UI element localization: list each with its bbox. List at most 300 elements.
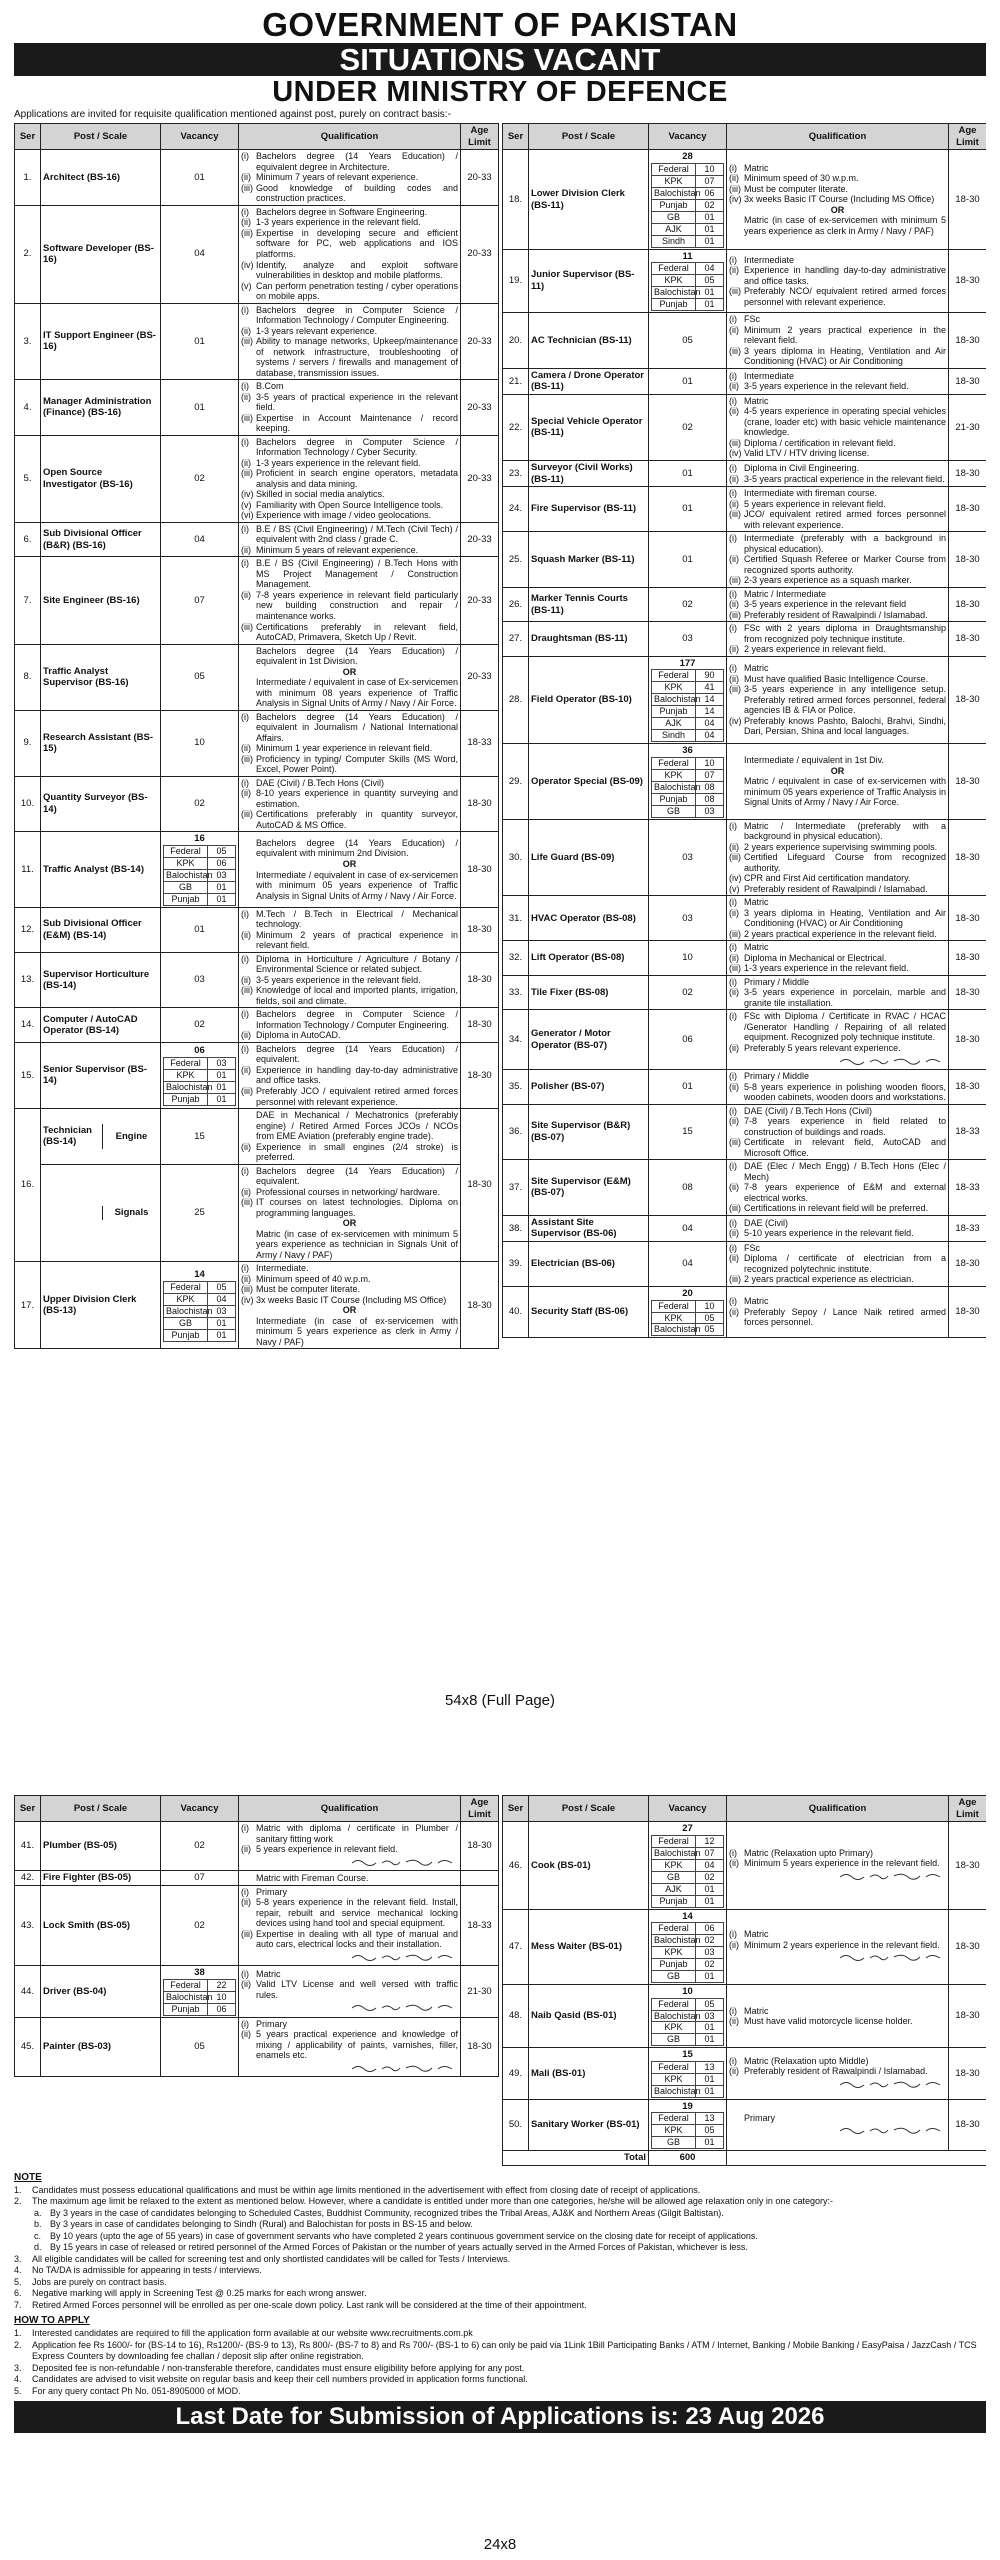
post-row [503,249,987,312]
age-limit: 18-33 [949,1104,987,1160]
quota-row [652,2022,724,2034]
post-row [503,460,987,486]
table-column-left [14,1795,498,2077]
post-row [503,532,987,588]
qualification-item [241,151,458,172]
item-number: (i) [729,1011,737,1022]
item-text: Intermediate. [256,1263,309,1274]
age-limit: 18-30 [949,487,987,532]
qualification-item [241,809,458,830]
item-text: 3 years diploma in Heating, Ventilation and Air Conditioning (HVAC) or Air Conditioning [744,907,946,929]
qualification-item [729,929,946,940]
qualification-list [729,755,946,808]
vacancy: 04 [161,205,239,303]
urdu-script-image [729,1056,946,1069]
serial-number: 31. [503,896,529,941]
vacancy: 10 [649,941,727,976]
qualification-list [241,1263,458,1347]
item-text: Primary [256,1886,287,1897]
qualification-item [241,1229,458,1261]
item-number [241,870,256,902]
qualification-item [241,545,458,556]
note-number: 7. [14,2299,22,2310]
post-scale: Sub Divisional Officer (B&R) (BS-16) [41,522,161,557]
qualification-item [729,255,946,266]
province-name: Balochistan [652,287,696,299]
serial-number: 10. [15,776,41,832]
qualification-item [241,1142,458,1163]
item-number: (iii) [241,1928,253,1939]
quota-row [652,670,724,682]
vacancy: 03 [649,896,727,941]
quota-row [164,1281,236,1293]
province-count: 14 [696,694,724,706]
item-text: 3-5 years experience in the relevant field. [256,974,421,985]
vacancy-total: 11 [682,250,693,262]
qualification-item [241,1110,458,1142]
item-text: 1-3 years experience in the relevant field. [744,963,909,974]
qualification [239,1822,461,1871]
province-count: 10 [696,757,724,769]
item-text: Experience in handling day-to-day administrative and office tasks. [256,1064,458,1086]
post-scale: Upper Division Clerk (BS-13) [41,1262,161,1349]
note-number: 5. [14,2385,22,2396]
vacancy-count: 25 [161,1164,239,1262]
note-item [14,2277,986,2289]
post-scale: Painter (BS-03) [41,2017,161,2077]
qualification-list [241,712,458,775]
qualification-list [241,151,458,204]
note-item [14,2185,986,2197]
item-number: (i) [729,588,737,599]
serial-number: 49. [503,2048,529,2099]
quota-row [164,1069,236,1081]
province-count: 10 [208,1991,236,2003]
qualification [239,435,461,522]
item-number [241,677,256,709]
item-number: (iv) [241,1294,254,1305]
item-number: (ii) [241,1273,251,1284]
province-count: 01 [696,299,724,311]
province-count: 02 [696,1959,724,1971]
post-scale: Special Vehicle Operator (BS-11) [529,394,649,460]
item-text: 3-5 years experience in the relevant field [744,599,907,610]
qualification-item [729,286,946,307]
post-row [503,744,987,819]
post-scale: Draughtsman (BS-11) [529,622,649,657]
qualification [239,1966,461,2017]
qualification-item [729,1082,946,1103]
qualification-list [729,1011,946,1053]
quota-row [164,1305,236,1317]
vacancy: 04 [649,1241,727,1286]
qualification [727,656,949,743]
item-number: (ii) [729,1306,739,1317]
item-number: (iii) [241,809,253,820]
item-number: (v) [241,499,252,510]
urdu-script-image [729,1952,946,1965]
advertisement-page-1 [14,8,986,1686]
item-number: (i) [241,908,249,919]
qualification [239,1164,461,1262]
qualification-item [241,1929,458,1950]
qualification-list [241,558,458,642]
vacancy: 01 [161,303,239,380]
post-row [503,975,987,1010]
item-text: Proficiency in typing/ Computer Skills (MS Word, Excel, Power Point). [256,753,458,775]
qualification-list [241,437,458,521]
post-row [503,487,987,532]
item-text: Matric with diploma / certificate in Plumber / sanitary fitting work [256,1823,458,1844]
post-row [503,313,987,369]
serial-number: 29. [503,744,529,819]
item-number: (iii) [729,1137,741,1148]
province-count: 03 [208,869,236,881]
qualification-item [729,1848,946,1859]
post-split [41,1124,160,1149]
vacancy-total: 27 [682,1823,693,1835]
qualification-item [241,468,458,489]
or-separator: OR [342,1218,357,1229]
qualification [727,1984,949,2047]
qualification-item [241,381,458,392]
province-name: Federal [652,757,696,769]
post-row [15,1871,499,1886]
qualification [727,1070,949,1105]
vacancy [649,1909,727,1984]
post-scale [41,1109,161,1165]
urdu-script-image [241,1857,458,1870]
quota-row [652,2034,724,2046]
vacancy: 02 [161,776,239,832]
vacancy [649,1984,727,2047]
province-name: Balochistan [652,2085,696,2097]
qualification-list [241,778,458,831]
qualification-item [729,755,946,766]
province-name: AJK [652,223,696,235]
serial-number: 27. [503,622,529,657]
column-header-vacancy: Vacancy [649,124,727,150]
qualification-list [241,909,458,951]
age-limit: 18-30 [949,1070,987,1105]
item-number: (ii) [241,1064,251,1075]
item-number: (ii) [729,173,739,184]
vacancy: 06 [649,1010,727,1070]
post-row [15,303,499,380]
qualification-item [241,1187,458,1198]
post-scale: Site Supervisor (E&M) (BS-07) [529,1160,649,1216]
quota-row [652,299,724,311]
province-name: Federal [652,1300,696,1312]
item-number: (ii) [729,1253,739,1264]
item-text: 3-5 years experience in porcelain, marble and granite tile installation. [744,987,946,1008]
quota-row [652,1300,724,1312]
note-item [14,2242,986,2254]
column-header-age: Age Limit [461,124,499,150]
serial-number: 6. [15,522,41,557]
item-number: (vi) [241,510,254,521]
item-text: 4-5 years experience in operating special vehicles (crane, loader etc) with basic vehicle maintenance knowledge. [744,406,946,438]
province-name: KPK [164,1069,208,1081]
quota-row [652,163,724,175]
vacancy [649,656,727,743]
item-text: 5-8 years experience in polishing wooden floors, wooden cabinets, wooden doors and workstations. [744,1081,946,1103]
province-count: 01 [696,211,724,223]
note-item [14,2300,986,2312]
age-limit: 18-30 [461,952,499,1008]
qualification-list [241,1887,458,1950]
post-scale: Fire Fighter (BS-05) [41,1871,161,1886]
qualification-list [729,942,946,974]
quota-row [164,1057,236,1069]
item-number [241,1110,256,1142]
province-name: Balochistan [652,781,696,793]
item-text: Can perform penetration testing / cyber operations on mobile apps. [256,280,458,302]
qualification-item [241,975,458,986]
item-text: Minimum speed of 30 w.p.m. [744,173,859,184]
province-count: 12 [696,1835,724,1847]
qualification-item [729,173,946,184]
qualification [727,896,949,941]
post-row [15,557,499,644]
post-scale: Site Supervisor (B&R) (BS-07) [529,1104,649,1160]
post-scale: Lift Operator (BS-08) [529,941,649,976]
age-limit: 18-30 [949,313,987,369]
item-number [241,1873,256,1884]
item-number: (ii) [241,544,251,555]
qualification [239,150,461,206]
note-text: By 3 years in case of candidates belonging to Sindh (Rural) and Balochistan for posts in BS-15 and below. [50,2219,473,2230]
notes-section [14,2172,986,2397]
item-text: Minimum 2 years of practical experience in relevant field. [256,929,458,951]
province-quota-table [651,1300,724,1337]
item-number: (ii) [241,1186,251,1197]
urdu-script-image [241,2063,458,2076]
qualification-list [729,533,946,586]
qualification-list [241,1166,458,1261]
or-separator: OR [342,859,357,869]
qualification-item [241,183,458,204]
item-text: FSc with Diploma / Certificate in RVAC / HCAC /Generator Handling / Repairing of all related equipment. Recognized poly technique institute. [744,1011,946,1043]
province-count: 01 [208,1329,236,1341]
qualification-item [729,314,946,325]
province-name: Punjab [652,1959,696,1971]
item-number [241,838,256,859]
qualification-item [241,1887,458,1898]
province-count: 01 [208,881,236,893]
post-scale: Mali (BS-01) [529,2048,649,2099]
province-quota-table [651,1835,724,1908]
item-number: (iv) [729,715,742,726]
post-scale: Sub Divisional Officer (E&M) (BS-14) [41,907,161,952]
howto-heading: HOW TO APPLY [14,2315,90,2327]
item-number [241,1229,256,1261]
province-count: 01 [696,235,724,247]
qualification-item [729,554,946,575]
note-number: a. [34,2207,42,2218]
vacancy: 03 [649,819,727,896]
qualification-item [241,778,458,789]
post-scale: Open Source Investigator (BS-16) [41,435,161,522]
note-text: By 3 years in the case of candidates belonging to Scheduled Castes, Buddhist Community, recognized tribes the Tribal Areas, AJ&K and Northern Areas (Gilgit Baltistan). [50,2207,724,2218]
qualification-list [729,1161,946,1214]
item-text: 1-3 years experience in the relevant field. [256,217,421,228]
age-limit [461,1871,499,1886]
province-name: Federal [164,1057,208,1069]
province-count: 06 [208,2003,236,2015]
qualification-list [729,488,946,530]
item-number: (i) [729,1296,737,1307]
item-text: Experience with image / video geolocations. [256,510,432,521]
qualification-item [241,558,458,590]
qualification-item [241,590,458,622]
table-column-right [502,123,986,1338]
quota-row [652,275,724,287]
qualification-item [241,305,458,326]
note-text: The maximum age limit be relaxed to the extent as mentioned below. However, where a candidate is entitled under more than one categories, he/she will be allowed age relaxation only in one category:- [32,2196,833,2207]
qualification-item [241,172,458,183]
note-item [14,2363,986,2375]
vacancy: 04 [161,522,239,557]
item-text: Experience in small engines (2/4 stroke) is preferred. [256,1141,458,1163]
post-scale: IT Support Engineer (BS-16) [41,303,161,380]
column-header-ser: Ser [503,1796,529,1822]
item-number: (iii) [241,182,253,193]
post-scale: Senior Supervisor (BS-14) [41,1042,161,1108]
item-number: (iii) [729,852,741,863]
province-quota-table [163,845,236,906]
qualification-item [241,326,458,337]
item-text: Matric (in case of ex-servicemen with minimum 5 years experience as technician in Signals Unit of Army / Navy / PAF) [256,1228,458,1260]
item-text: Diploma in AutoCAD. [256,1030,341,1041]
item-text: Professional courses in networking/ hardware. [256,1186,441,1197]
province-name: Balochistan [652,2010,696,2022]
serial-number: 48. [503,1984,529,2047]
item-text: DAE (Elec / Mech Engg) / B.Tech Hons (Elec / Mech) [744,1161,946,1182]
post-scale: Driver (BS-04) [41,1966,161,2017]
qualification-item [729,987,946,1008]
qualification-item [241,336,458,378]
serial-number: 15. [15,1042,41,1108]
age-limit: 21-30 [949,394,987,460]
quota-row [652,757,724,769]
item-number: (i) [729,1161,737,1172]
item-number: (i) [729,1071,737,1082]
serial-number: 21. [503,368,529,394]
province-count: 13 [696,2113,724,2125]
post-row [503,587,987,622]
qualification [239,205,461,303]
post-scale: AC Technician (BS-11) [529,313,649,369]
serial-number: 19. [503,249,529,312]
province-count: 04 [208,1293,236,1305]
province-name: AJK [652,718,696,730]
serial-number: 2. [15,205,41,303]
province-name: AJK [652,1883,696,1895]
age-limit: 18-30 [949,1241,987,1286]
qualification-item [241,712,458,744]
qualification-item [241,2019,458,2030]
province-count: 13 [696,2062,724,2074]
province-count: 08 [696,793,724,805]
item-text: 2-3 years experience as a squash marker. [744,575,912,586]
item-text: 5-10 years experience in the relevant field. [744,1228,914,1239]
age-limit: 20-33 [461,435,499,522]
quota-row [652,769,724,781]
item-number: (ii) [729,987,739,998]
quota-row [164,1293,236,1305]
post-scale: Lower Division Clerk (BS-11) [529,150,649,249]
vacancy-table-p2-right [502,1795,986,2166]
post-scale: Quantity Surveyor (BS-14) [41,776,161,832]
item-number: (ii) [241,391,251,402]
post-scale: Junior Supervisor (BS-11) [529,249,649,312]
note-text: Jobs are purely on contract basis. [32,2276,167,2287]
serial-number: 41. [15,1822,41,1871]
item-number: (ii) [729,1858,739,1869]
province-count: 01 [696,223,724,235]
province-count: 05 [696,275,724,287]
quota-row [652,2062,724,2074]
caption-page-1: 54x8 (Full Page) [444,1692,556,1709]
item-text: Matric [744,897,769,908]
item-text: 3x weeks Basic IT Course (Including MS Office) [744,194,935,205]
age-limit: 20-33 [461,644,499,710]
qualification [239,303,461,380]
serial-number: 17. [15,1262,41,1349]
note-text: By 10 years (upto the age of 55 years) in case of government servants who have completed 2 years continuous government service on the closing date for receipt of applications. [50,2230,758,2241]
qualification-list [729,897,946,939]
item-text: Intermediate (in case of ex-servicemen with minimum 5 years experience as clerk in Army / Navy / PAF) [256,1315,458,1347]
age-limit: 18-30 [949,819,987,896]
age-limit: 18-30 [949,532,987,588]
qualification-list [729,663,946,737]
qualification [727,1286,949,1337]
item-number: (i) [241,777,249,788]
province-count: 05 [696,2125,724,2137]
item-text: 5 years experience in relevant field. [744,498,886,509]
age-limit: 18-30 [461,1822,499,1871]
item-number: (i) [241,1886,249,1897]
qualification-item [729,2113,946,2124]
province-count: 01 [696,2022,724,2034]
qualification-item [241,1969,458,1980]
qualification-list [729,1848,946,1869]
province-count: 05 [208,1281,236,1293]
item-number [241,1316,256,1348]
quota-row [652,730,724,742]
item-number: (i) [241,381,249,392]
total-label: Total [503,2151,649,2166]
quota-row [652,793,724,805]
vacancy: 10 [161,710,239,776]
post-scale: Surveyor (Civil Works) (BS-11) [529,460,649,486]
age-limit: 20-33 [461,150,499,206]
header-row [15,1796,499,1822]
province-count: 04 [696,718,724,730]
post-row [15,1008,499,1043]
item-number: (iii) [729,963,741,974]
qualification-item [241,500,458,511]
vacancy: 04 [649,1215,727,1241]
vacancy: 07 [161,557,239,644]
qualification-list [241,381,458,434]
item-text: Bachelors degree (14 Years Education) / equivalent in Journalism / National International Affairs. [256,711,458,743]
item-text: 2 years experience supervising swimming pools. [744,841,938,852]
qualification-item [241,458,458,469]
province-count: 01 [696,1895,724,1907]
item-text: Intermediate [744,254,795,265]
